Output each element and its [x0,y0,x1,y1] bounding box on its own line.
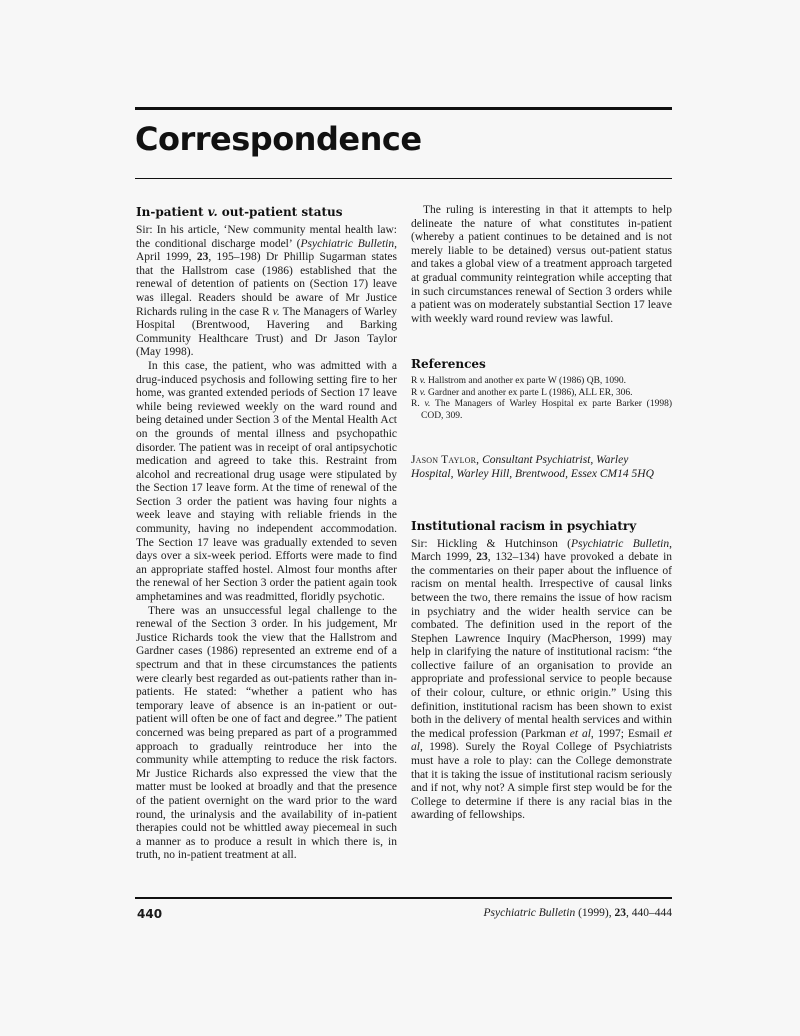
text-run: R [411,376,420,387]
footer-pages: , 440–444 [626,907,672,919]
author-name: Jason Taylor, [411,454,480,467]
versus-italic: v. [419,376,426,387]
journal-citation: Psychiatric Bulletin [300,237,395,250]
author-affiliation: Consultant Psychiatrist, Warley Hospital, Warley Hill, Brentwood, Essex CM14 5HQ [411,454,654,480]
text-run: , April 1999, [136,237,397,264]
letter1-title-versus: v. [207,205,218,219]
letter1-title [136,204,397,220]
footer-journal-name: Psychiatric Bulletin [483,907,576,919]
text-run: , 1998). Surely the Royal College of Psychiatrists must have a role to play: can the College demonstrate that it is taking the issue of institutional racism seriously and if not, why not? A simple first step would be for the College to determine if there is any racial bias in the awarding of fellowships. [411,741,672,822]
footer-year: (1999), [575,907,615,919]
journal-citation-footer [484,907,672,919]
references-list [411,376,672,422]
volume-number: 23 [196,251,209,264]
et-al-italic: et al [569,727,591,740]
text-run: The Managers of Warley Hospital ex parte Barker (1998) COD, 309. [421,399,673,421]
title-underline-rule [135,178,672,179]
page-number: 440 [137,907,163,921]
letter1-signature [411,454,672,481]
letter1-paragraph-3: There was an unsuccessful legal challenge to the renewal of the Section 3 order. In his judgement, Mr Justice Richards took the view that the Hallstrom and Gardner cases (1986) represented an extreme end of a spectrum and that in these circumstances the patients were clearly best regarded as out-patients rather than in-patients. He stated: “whether a patient who has temporary leave of absence is an in-patient or out-patient will often be one of fact and degree.” The patient concerned was being prepared as part of a programmed approach to gradually reintroduce her into the community while attempting to reduce the risk factors. Mr Justice Richards also expressed the view that the matter must be looked at broadly and that the presence of the patient overnight on the ward prior to the ward round, the urinalysis and the availability of in-patient therapies could not be whittled away piecemeal in such a manner as to produce a result in which there is, in truth, no in-patient treatment at all. [136,604,397,862]
journal-citation: Psychiatric Bulletin [570,537,670,550]
letter2-title: Institutional racism in psychiatry [411,518,637,533]
text-run: R [411,387,420,398]
text-run: , 195–198) Dr Phillip Sugarman states that the Hallstrom case (1986) established that the renewal of detention of patients on (Section 17) leave was illegal. Readers should be aware of Mr Justice Richards ruling in the case R [136,251,397,318]
text-run: , March 1999, [411,537,672,564]
letter1-paragraph-2: In this case, the patient, who was admitted with a drug-induced psychosis and following setting fire to her home, was granted extended periods of Section 17 leave while being reviewed weekly on the ward round and being detained under Section 3 of the Mental Health Act on the grounds of mental illness and psychopathic disorder. The patient was in receipt of oral antipsychotic medication and agreed to take this. Restraint from alcohol and recreational drug usage were stipulated by the Section 17 leave form. At the time of renewal of the Section 3 order the patient was having four nights a week leave and staying with reliable friends in the community, having no independent accommodation. The Section 17 leave was gradually extended to seven days over a six-week period. Efforts were made to find an appropriate staffed hostel. Almost four months after the renewal of her Section 3 order the patient again took amphetamines and was readmitted, floridly psychotic. [136,359,397,604]
letter2-paragraph-1 [411,538,672,823]
letter1-title-part: In-patient [136,205,208,219]
reference-item [411,399,672,422]
text-run: Gardner and another ex parte L (1986), ALL ER, 306. [425,387,633,398]
reference-item [411,388,672,400]
right-column [411,204,672,823]
et-al-italic: et al [411,727,672,754]
volume-number: 23 [476,551,488,564]
text-run: , 132–134) have provoked a debate in the commentaries on their paper about the influence of racism on mental health. Irrespective of causal links between the two, there remains the issue of how racism in psychiatry and the wider health service can be combated. The definition used in the report of the Stephen Lawrence Inquiry (MacPherson, 1999) may help in clarifying the nature of institutional racism: “the collective failure of an organisation to provide an appropriate and professional service to people because of their colour, culture, or ethnic origin.” Using this definition, institutional racism has been shown to exist both in the delivery of mental health services and within the medical profession (Parkman [411,551,673,740]
text-run: Sir: In his article, ‘New community mental health law: the conditional discharge model’ ( [136,224,397,250]
versus-italic: v. [272,305,280,318]
versus-italic: v. [424,399,431,410]
footer-volume: 23 [614,907,626,919]
letter1-title-part: out-patient status [217,205,343,219]
text-run: The Managers of Warley Hospital (Brentwood, Havering and Barking Community Healthcare Trust) and Dr Jason Taylor (May 1998). [136,305,397,359]
footer-rule [135,897,672,899]
text-run: Hallstrom and another ex parte W (1986) QB, 1090. [425,376,627,387]
letter1-paragraph-4: The ruling is interesting in that it attempts to help delineate the nature of what constitutes in-patient (whereby a patient continues to be detained and is not merely liable to be detained) versus out-patient status and takes a global view of a treatment approach targeted at gradual community reintegration while accepting that in such circumstances renewal of Section 3 orders while a patient was on moderately substantial Section 17 leave with weekly ward round review was lawful. [411,204,672,325]
versus-italic: v. [419,387,426,398]
page-title: Correspondence [135,120,422,158]
text-run: Sir: Hickling & Hutchinson ( [411,537,571,550]
letter1-paragraph-1 [136,224,397,360]
reference-item [411,376,672,388]
references-heading: References [411,357,486,372]
top-rule [135,107,672,110]
text-run: R. [411,399,425,410]
text-run: , 1997; Esmail [590,727,664,740]
left-column [136,204,397,863]
